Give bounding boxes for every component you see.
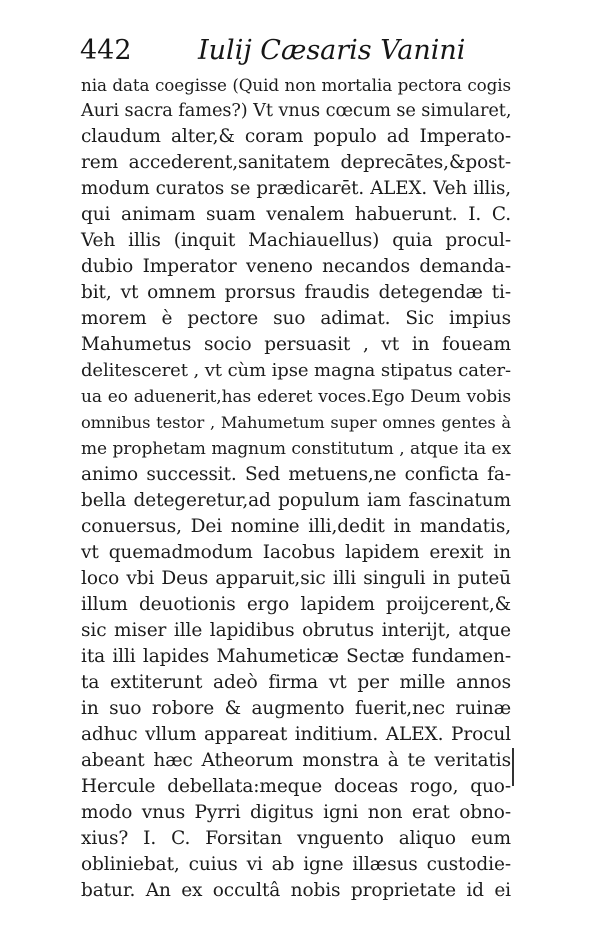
page-number: 442: [80, 35, 132, 66]
text-line: delitesceret , vt cùm ipse magna stipatus cater-: [81, 360, 511, 381]
text-line: qui animam suam venalem habuerunt. I. C.: [81, 204, 511, 225]
body-text: [81, 72, 511, 904]
text-line: Mahumetus socio persuasit , vt in foueam: [81, 334, 511, 355]
text-line: obliniebat, cuius vi ab igne illæsus custodie-: [81, 854, 511, 875]
text-line: omnibus testor , Mahumetum super omnes gentes à: [81, 413, 511, 432]
text-line: conuersus, Dei nomine illi,dedit in mandatis,: [81, 516, 511, 537]
text-line: sic miser ille lapidibus obrutus interijt, atque: [81, 620, 511, 641]
text-line: animo successit. Sed metuens,ne conficta fa-: [81, 464, 511, 485]
text-line: bit, vt omnem prorsus fraudis detegendæ ti-: [81, 282, 511, 303]
text-line: Auri sacra fames?) Vt vnus cœcum se simularet,: [81, 101, 512, 121]
text-line: ta extiterunt adeò firma vt per mille annos: [81, 672, 511, 693]
text-line: adhuc vllum appareat inditium. ALEX. Procul: [81, 724, 511, 745]
text-line: dubio Imperator veneno necandos demanda-: [81, 256, 511, 277]
text-line: morem è pectore suo adimat. Sic impius: [81, 308, 511, 329]
text-line: vt quemadmodum Iacobus lapidem erexit in: [81, 542, 511, 563]
text-line: claudum alter,& coram populo ad Imperato-: [81, 126, 511, 147]
text-line: illum deuotionis ergo lapidem proijcerent,&: [81, 594, 511, 615]
text-line: ua eo aduenerit,has ederet voces.Ego Deum vobis: [81, 387, 511, 407]
text-line: loco vbi Deus apparuit,sic illi singuli in puteū: [81, 568, 511, 589]
page-edge-mark: [512, 748, 514, 786]
text-line: nia data coegisse (Quid non mortalia pectora cogis: [81, 75, 511, 95]
text-line: modum curatos se prædicarēt. ALEX. Veh illis,: [81, 178, 511, 199]
text-line: bella detegeretur,ad populum iam fascinatum: [81, 490, 511, 511]
text-line: abeant hæc Atheorum monstra à te veritatis: [81, 750, 511, 771]
text-line: rem accederent,sanitatem deprecātes,&post-: [81, 152, 511, 173]
text-line: Hercule debellata:meque doceas rogo, quo-: [81, 776, 511, 797]
text-line: modo vnus Pyrri digitus igni non erat obno-: [81, 802, 511, 823]
text-line: xius? I. C. Forsitan vnguento aliquo eum: [81, 828, 511, 849]
text-line: ita illi lapides Mahumeticæ Sectæ fundamen-: [81, 646, 511, 667]
text-line: batur. An ex occultâ nobis proprietate id ei: [81, 880, 511, 901]
running-head: Iulij Cæsaris Vanini: [198, 35, 466, 66]
text-line: in suo robore & augmento fuerit,nec ruinæ: [81, 698, 511, 719]
page-header: [80, 34, 520, 68]
text-line: Veh illis (inquit Machiauellus) quia procul-: [81, 230, 511, 251]
text-line: me prophetam magnum constitutum , atque ita ex: [81, 439, 511, 459]
